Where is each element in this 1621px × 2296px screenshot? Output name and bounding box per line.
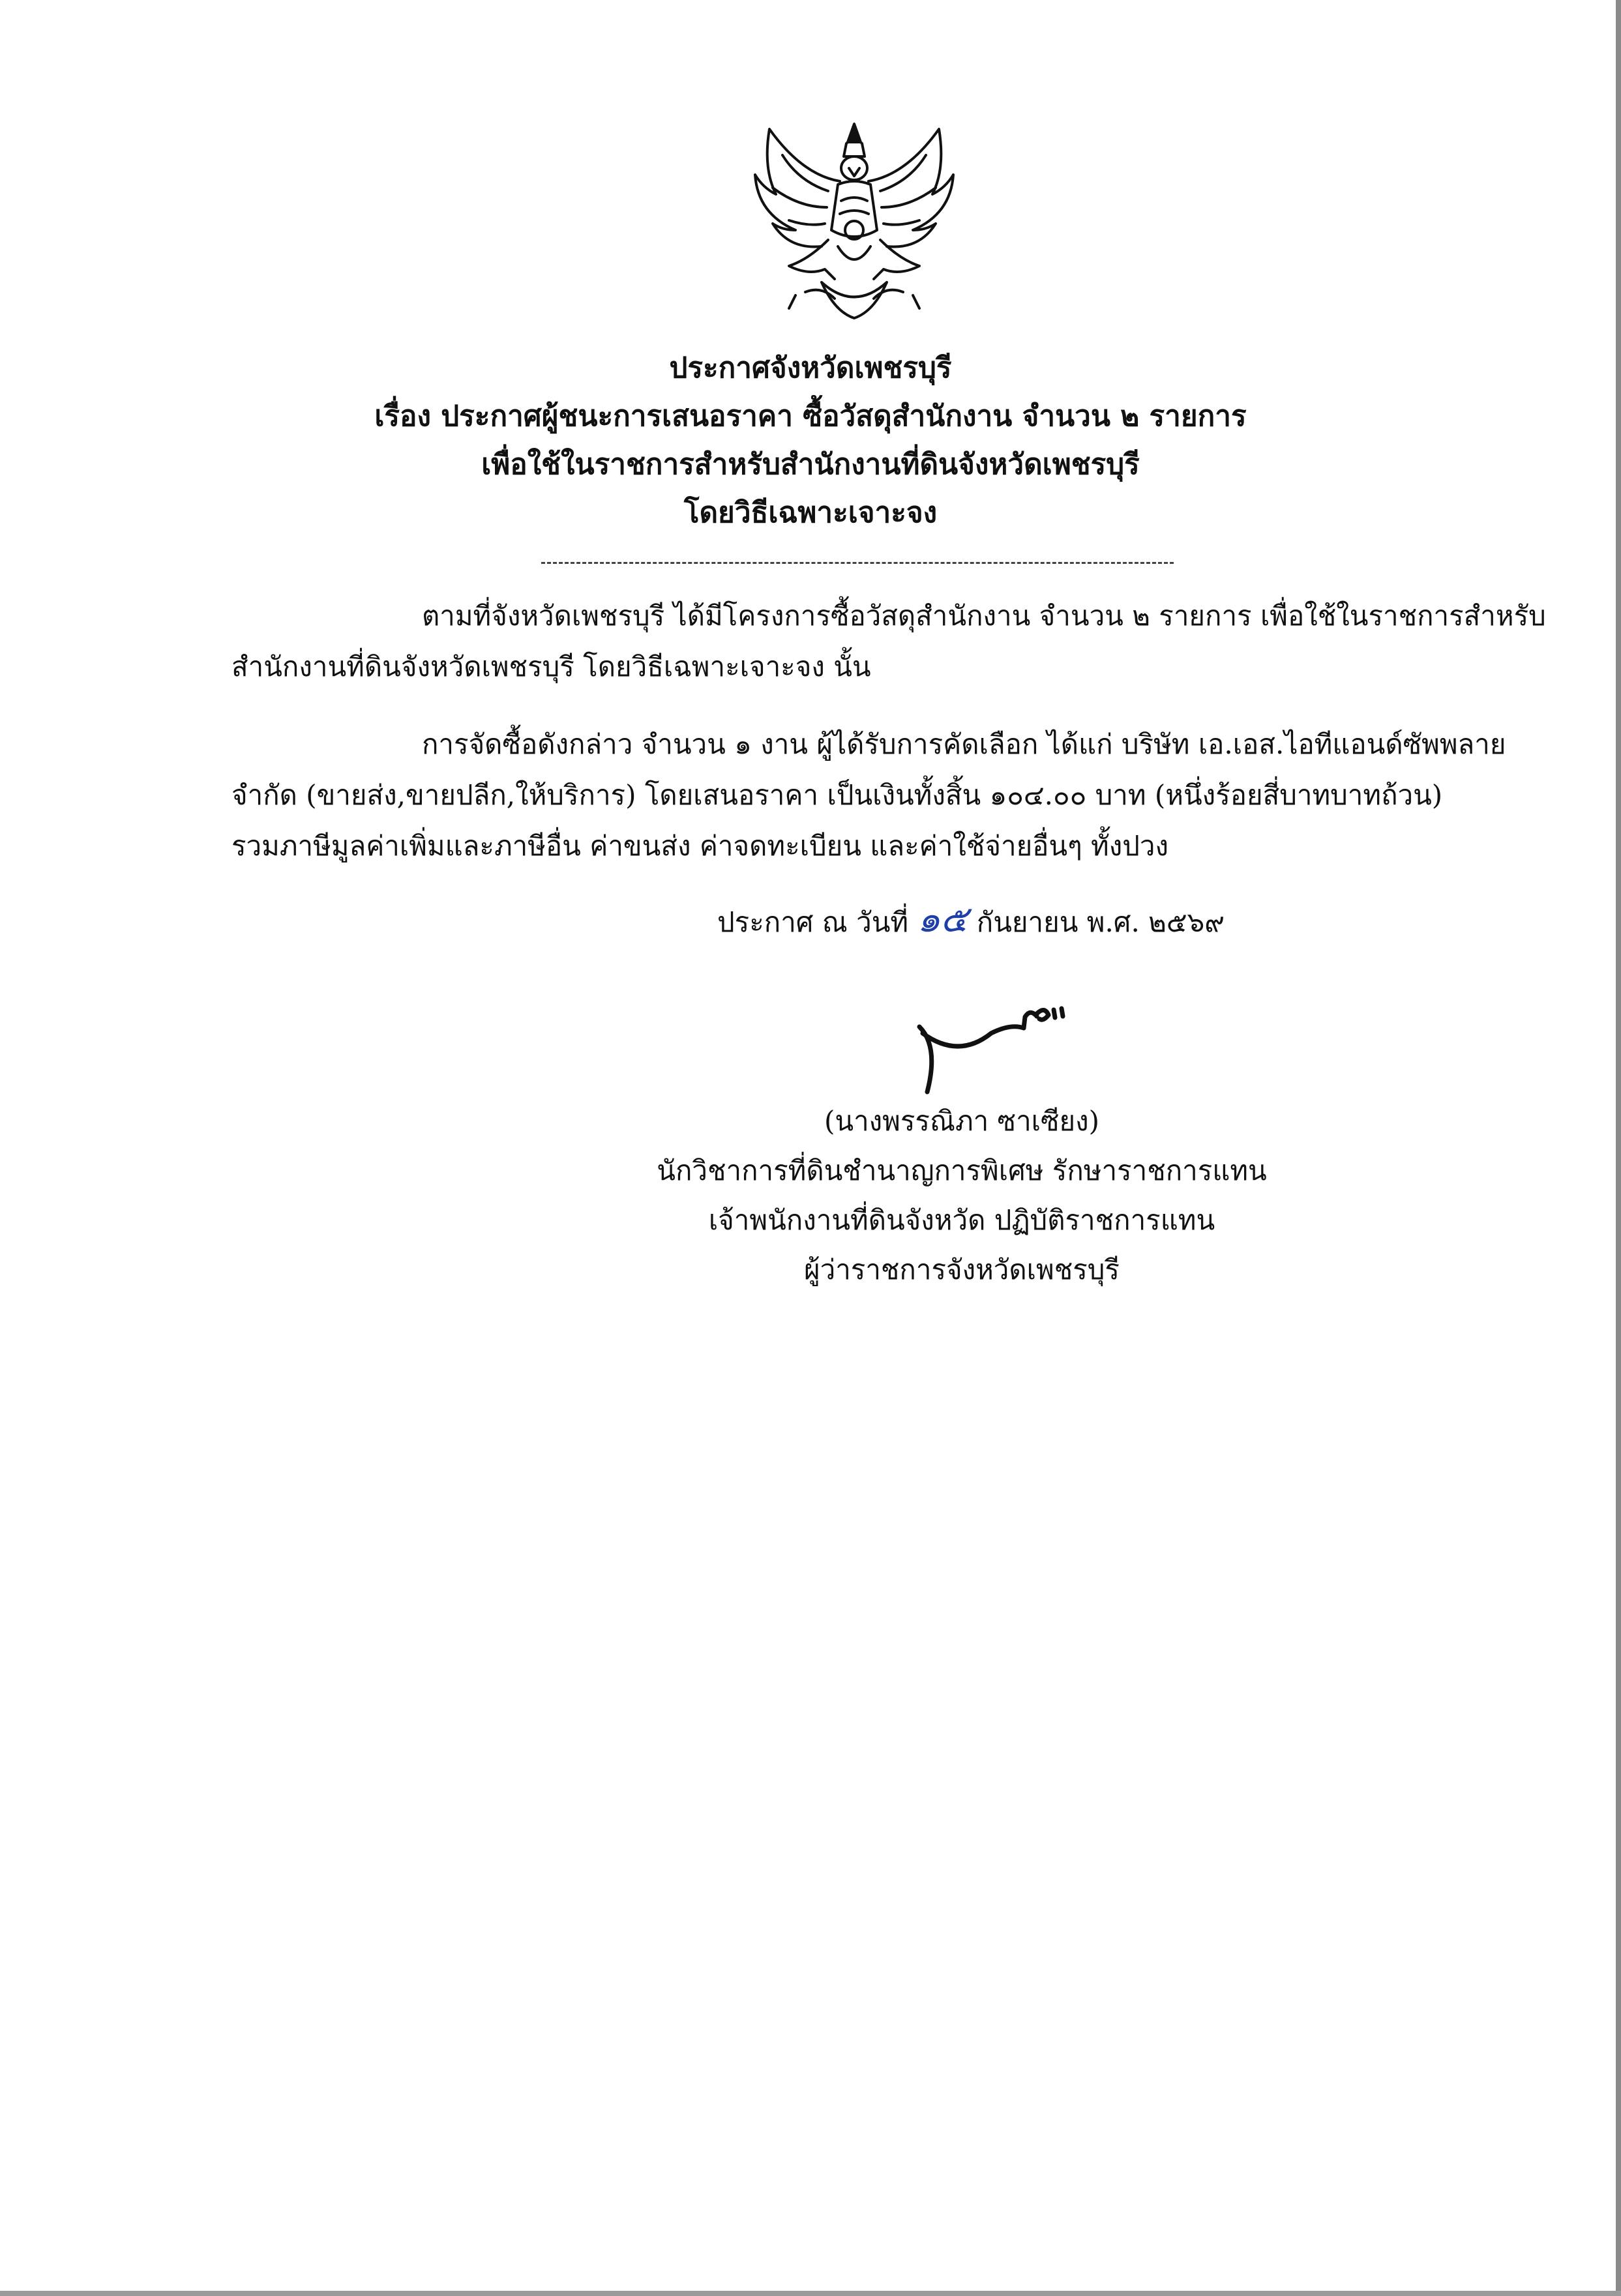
paragraph-line: รวมภาษีมูลค่าเพิ่มและภาษีอื่น ค่าขนส่ง ค่าจดทะเบียน และค่าใช้จ่ายอื่นๆ ทั้งปวง <box>231 830 1168 862</box>
announce-date-prefix: ประกาศ ณ วันที่ <box>717 906 909 938</box>
announcement-purpose: เพื่อใช้ในราชการสำหรับสำนักงานที่ดินจังหวัดเพชรบุรี <box>481 448 1140 481</box>
announcement-title: ประกาศจังหวัดเพชรบุรี <box>669 351 952 385</box>
paragraph-project <box>231 591 1546 692</box>
paragraph-line: จำกัด (ขายส่ง,ขายปลีก,ให้บริการ) โดยเสนอราคา เป็นเงินทั้งสิ้น ๑๐๔.๐๐ บาท (หนึ่งร้อยสี่บาทบาทถ้วน) <box>231 779 1443 811</box>
dashed-separator <box>541 562 1174 564</box>
paragraph-line: สำนักงานที่ดินจังหวัดเพชรบุรี โดยวิธีเฉพาะเจาะจง นั้น <box>231 651 871 683</box>
announce-date-suffix: กันยายน พ.ศ. ๒๕๖๙ <box>976 906 1225 938</box>
paragraph-line: การจัดซื้อดังกล่าว จำนวน ๑ งาน ผู้ได้รับการคัดเลือก ได้แก่ บริษัท เอ.เอส.ไอทีแอนด์ซัพพลาย <box>422 728 1506 760</box>
document-header <box>0 344 1621 537</box>
scan-edge-bottom <box>0 2291 1621 2296</box>
announce-date <box>717 894 1225 948</box>
signer-position: นักวิชาการที่ดินชำนาญการพิเศษ รักษาราชการแทน <box>657 1155 1267 1186</box>
paragraph-winner <box>231 719 1506 872</box>
announcement-method: โดยวิธีเฉพาะเจาะจง <box>683 496 938 529</box>
signer-position: เจ้าพนักงานที่ดินจังหวัด ปฏิบัติราชการแทน <box>708 1204 1215 1236</box>
signer-position: ผู้ว่าราชการจังหวัดเพชรบุรี <box>804 1254 1120 1286</box>
paragraph-line: ตามที่จังหวัดเพชรบุรี ได้มีโครงการซื้อวัสดุสำนักงาน จำนวน ๒ รายการ เพื่อใช้ในราชการสำหรับ <box>422 600 1546 632</box>
signer-name: (นางพรรณิภา ซาเซียง) <box>824 1105 1100 1137</box>
handwritten-day: ๑๕ <box>917 898 968 941</box>
garuda-emblem-icon <box>743 116 965 331</box>
handwritten-signature <box>900 988 1108 1098</box>
announcement-subject: เรื่อง ประกาศผู้ชนะการเสนอราคา ซื้อวัสดุสำนักงาน จำนวน ๒ รายการ <box>374 400 1247 433</box>
signer-block <box>652 1096 1272 1295</box>
